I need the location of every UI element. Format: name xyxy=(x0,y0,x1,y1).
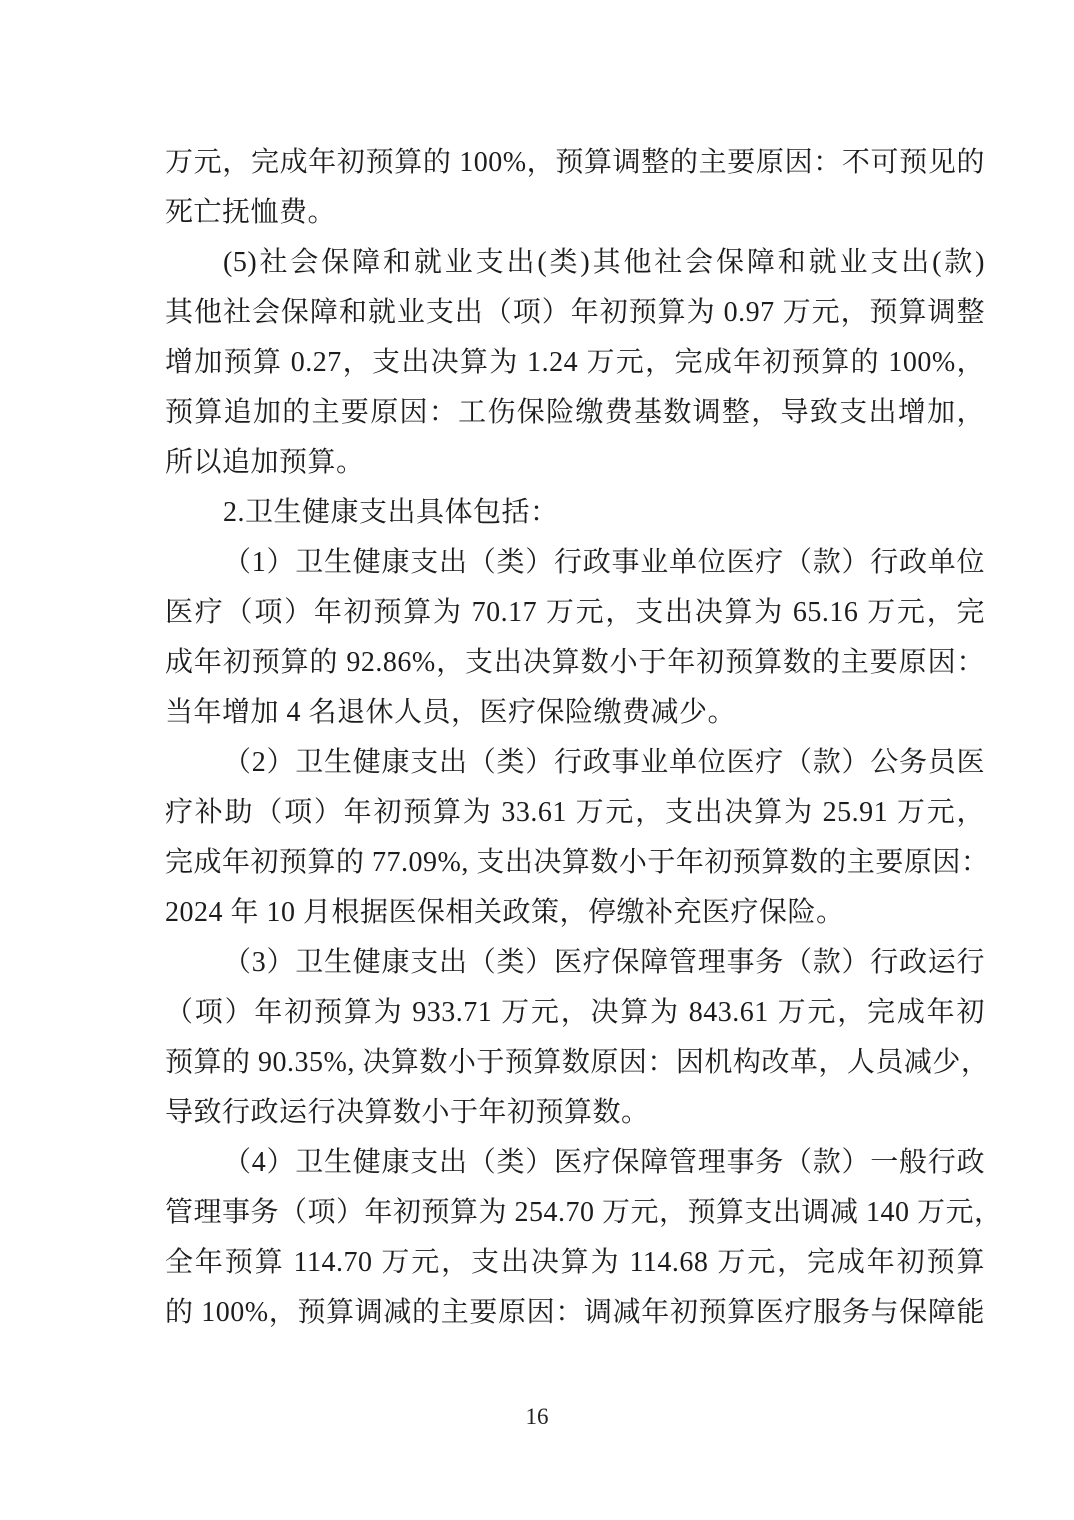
text-line: 全年预算 114.70 万元，支出决算为 114.68 万元，完成年初预算 xyxy=(165,1247,985,1278)
text-line: 当年增加 4 名退休人员，医疗保险缴费减少。 xyxy=(165,697,737,728)
text-line: 医疗（项）年初预算为 70.17 万元，支出决算为 65.16 万元，完 xyxy=(165,597,985,628)
text-line: 疗补助（项）年初预算为 33.61 万元，支出决算为 25.91 万元， xyxy=(165,797,985,828)
text-line: 增加预算 0.27，支出决算为 1.24 万元，完成年初预算的 100%， xyxy=(165,347,985,378)
text-line: 的 100%，预算调减的主要原因：调减年初预算医疗服务与保障能 xyxy=(165,1297,985,1328)
document-body xyxy=(165,138,1003,1338)
page-number: 16 xyxy=(525,1404,549,1429)
text-line: 预算追加的主要原因：工伤保险缴费基数调整，导致支出增加， xyxy=(165,397,985,428)
text-line: （项）年初预算为 933.71 万元，决算为 843.61 万元，完成年初 xyxy=(165,997,985,1028)
text-line: （1）卫生健康支出（类）行政事业单位医疗（款）行政单位 xyxy=(223,547,985,578)
text-line: 完成年初预算的 77.09%, 支出决算数小于年初预算数的主要原因： xyxy=(165,847,990,878)
text-line: （3）卫生健康支出（类）医疗保障管理事务（款）行政运行 xyxy=(223,947,985,978)
text-line: 导致行政运行决算数小于年初预算数。 xyxy=(165,1097,650,1128)
text-line: (5)社会保障和就业支出(类)其他社会保障和就业支出(款) xyxy=(223,247,985,278)
text-line: 预算的 90.35%, 决算数小于预算数原因：因机构改革，人员减少， xyxy=(165,1047,990,1078)
text-line: 所以追加预算。 xyxy=(165,447,365,478)
text-line: 万元，完成年初预算的 100%，预算调整的主要原因：不可预见的 xyxy=(165,147,985,178)
text-line: 其他社会保障和就业支出（项）年初预算为 0.97 万元，预算调整 xyxy=(165,297,985,328)
text-line: 2.卫生健康支出具体包括： xyxy=(223,497,559,528)
text-line: 死亡抚恤费。 xyxy=(165,197,337,228)
text-line: （2）卫生健康支出（类）行政事业单位医疗（款）公务员医 xyxy=(223,747,985,778)
text-line: （4）卫生健康支出（类）医疗保障管理事务（款）一般行政 xyxy=(223,1147,985,1178)
text-line: 管理事务（项）年初预算为 254.70 万元，预算支出调减 140 万元， xyxy=(165,1197,1003,1228)
text-line: 成年初预算的 92.86%，支出决算数小于年初预算数的主要原因： xyxy=(165,647,985,678)
text-line: 2024 年 10 月根据医保相关政策，停缴补充医疗保险。 xyxy=(165,897,845,928)
